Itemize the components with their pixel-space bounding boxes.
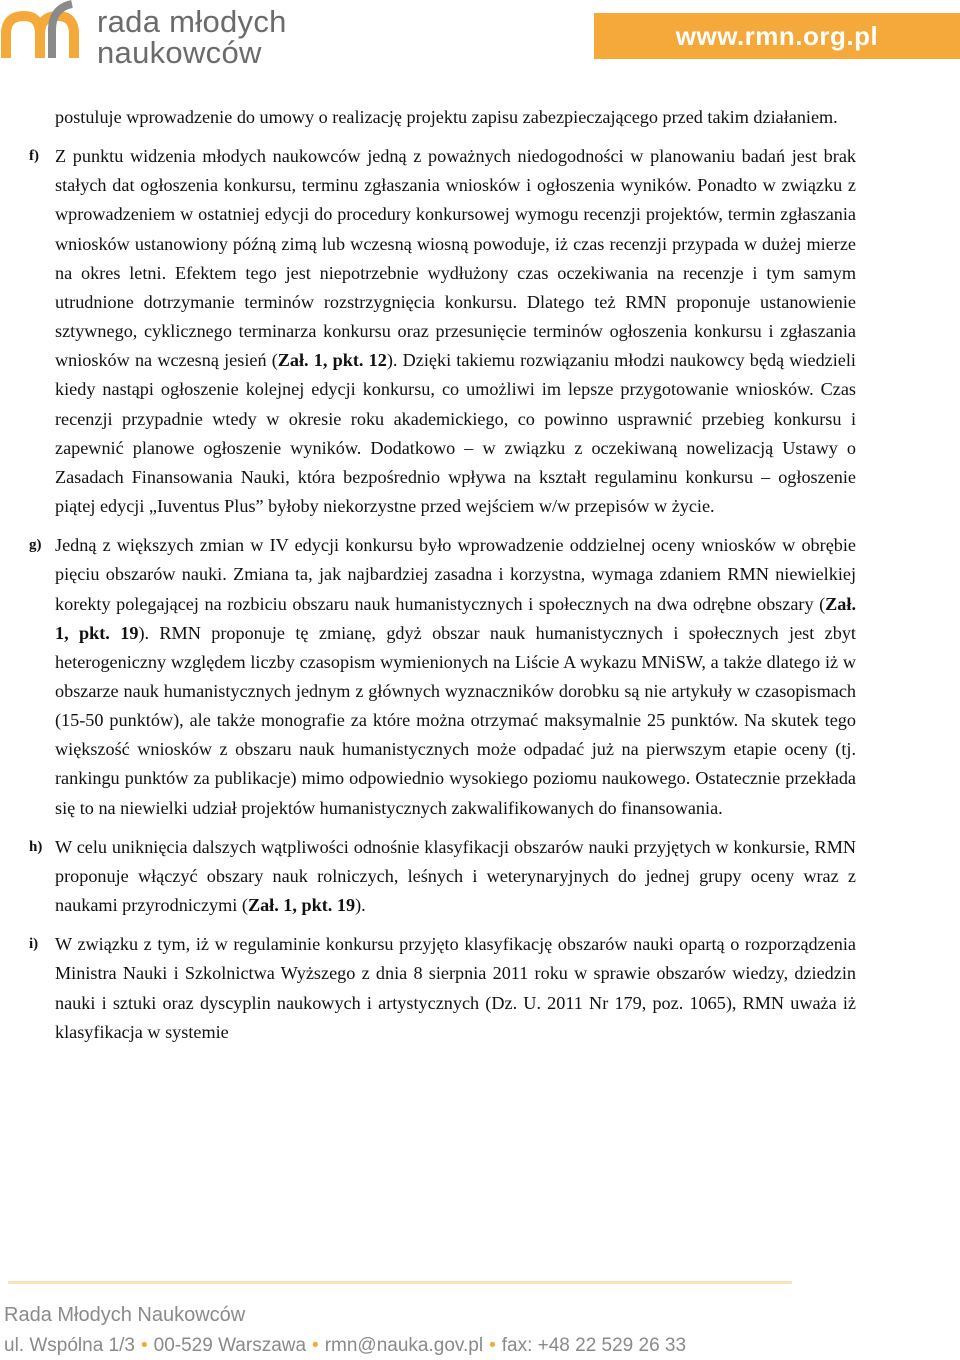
footer-contact	[4, 1335, 686, 1357]
list-item-i	[0, 930, 960, 1047]
item-marker: f)	[29, 148, 39, 165]
list-item-g	[0, 531, 960, 823]
item-marker: h)	[29, 838, 43, 855]
website-url[interactable]: www.rmn.org.pl	[594, 13, 960, 59]
reference: Zał. 1, pkt. 12	[277, 350, 387, 371]
bullet-icon: •	[140, 1335, 148, 1356]
footer-postal: 00-529 Warszawa	[153, 1335, 307, 1356]
reference: Zał. 1, pkt. 19	[247, 895, 356, 916]
item-text: Z punktu widzenia młodych naukowców jedną z poważnych niedogodności w planowaniu badań jest brak stałych dat ogłoszenia konkursu, terminu zgłaszania wniosków i ogłoszenia wyników. Ponadto w związku z wprowadzeniem w ostatniej edycji do procedury konkursowej wymogu recenzji projektów, termin zgłaszania wniosków ustanowiony późną zimą lub wczesną wiosną powoduje, iż czas recenzji przypada w dużej mierze na okres letni. Efektem tego jest niepotrzebnie wydłużony czas oczekiwania na recenzje i tym samym utrudnione dotrzymanie terminów rozstrzygnięcia konkursu. Dlatego też RMN proponuje ustanowienie sztywnego, cyklicznego terminarza konkursu oraz przesunięcie terminów ogłoszenia konkursu i zgłaszania wniosków na wczesną jesień (Zał. 1, pkt. 12). Dzięki takiemu rozwiązaniu młodzi naukowcy będą wiedzieli kiedy nastąpi ogłoszenie kolejnej edycji konkursu, co umożliwi im lepsze przygotowanie wniosków. Czas recenzji przypadnie wtedy w okresie roku akademickiego, co powinno usprawnić przebieg konkursu i zapewnić planowe ogłoszenie wyników. Dodatkowo – w związku z oczekiwaną nowelizacją Ustawy o Zasadach Finansowania Nauki, która bezpośrednio wpływa na kształt regulaminu konkursu – ogłoszenie piątej edycji „Iuventus Plus” byłoby niekorzystne przed wejściem w/w przepisów w życie.	[55, 146, 856, 517]
footer-fax: fax: +48 22 529 26 33	[501, 1335, 687, 1356]
item-marker: g)	[29, 537, 42, 554]
lead-paragraph: postuluje wprowadzenie do umowy o realizację projektu zapisu zabezpieczającego przed takim działaniem.	[55, 107, 838, 127]
item-text: W celu uniknięcia dalszych wątpliwości odnośnie klasyfikacji obszarów nauki przyjętych w konkursie, RMN proponuje włączyć obszary nauk rolniczych, leśnych i weterynaryjnych do jednej grupy oceny wraz z naukami przyrodniczymi (Zał. 1, pkt. 19).	[55, 836, 856, 916]
list-item-h	[0, 833, 960, 920]
item-text: Jedną z większych zmian w IV edycji konkursu było wprowadzenie oddzielnej oceny wniosków w obrębie pięciu obszarów nauki. Zmiana ta, jak najbardziej zasadna i korzystna, wymaga zdaniem RMN niewielkiej korekty polegającej na rozbiciu obszaru nauk humanistycznych i społecznych na dwa odrębne obszary (Zał. 1, pkt. 19). RMN proponuje tę zmianę, gdyż obszar nauk humanistycznych i społecznych jest zbyt heterogeniczny względem liczby czasopism wymienionych na Liście A wykazu MNiSW, a także dlatego iż w obszarze nauk humanistycznych jednym z głównych wyznaczników dorobku są nie artykuły w czasopismach (15-50 punktów), ale także monografie za które można otrzymać maksymalnie 25 punktów. Na skutek tego większość wniosków z obszaru nauk humanistycznych może odpadać już na pierwszym etapie oceny (tj. rankingu punktów za publikacje) mimo odpowiednio wysokiego poziomu naukowego. Ostatecznie przekłada się to na niewielki udział projektów humanistycznych zakwalifikowanych do finansowania.	[55, 535, 856, 818]
logo-line-2: naukowców	[97, 35, 262, 70]
list-item-f	[0, 142, 960, 521]
footer-organization: Rada Młodych Naukowców	[4, 1304, 246, 1326]
document-body	[0, 103, 960, 1047]
bullet-icon: •	[312, 1335, 319, 1356]
bullet-icon: •	[489, 1335, 496, 1356]
footer-divider	[8, 1281, 792, 1284]
item-text: W związku z tym, iż w regulaminie konkursu przyjęto klasyfikację obszarów nauki opartą o rozporządzenia Ministra Nauki i Szkolnictwa Wyższego z dnia 8 sierpnia 2011 roku w sprawie obszarów wiedzy, dziedzin nauki i sztuki oraz dyscyplin naukowych i artystycznych (Dz. U. 2011 Nr 179, poz. 1065), RMN uważa iż klasyfikacja w systemie	[55, 934, 856, 1042]
logo-line-1: rada młodych	[97, 4, 287, 39]
logo-wordmark	[97, 6, 287, 68]
reference: Zał. 1, pkt. 19	[55, 593, 856, 643]
item-marker: i)	[29, 936, 39, 953]
rmn-logo-icon	[0, 0, 90, 62]
footer-address: ul. Wspólna 1/3	[4, 1335, 135, 1356]
footer-email[interactable]: rmn@nauka.gov.pl	[324, 1335, 484, 1356]
